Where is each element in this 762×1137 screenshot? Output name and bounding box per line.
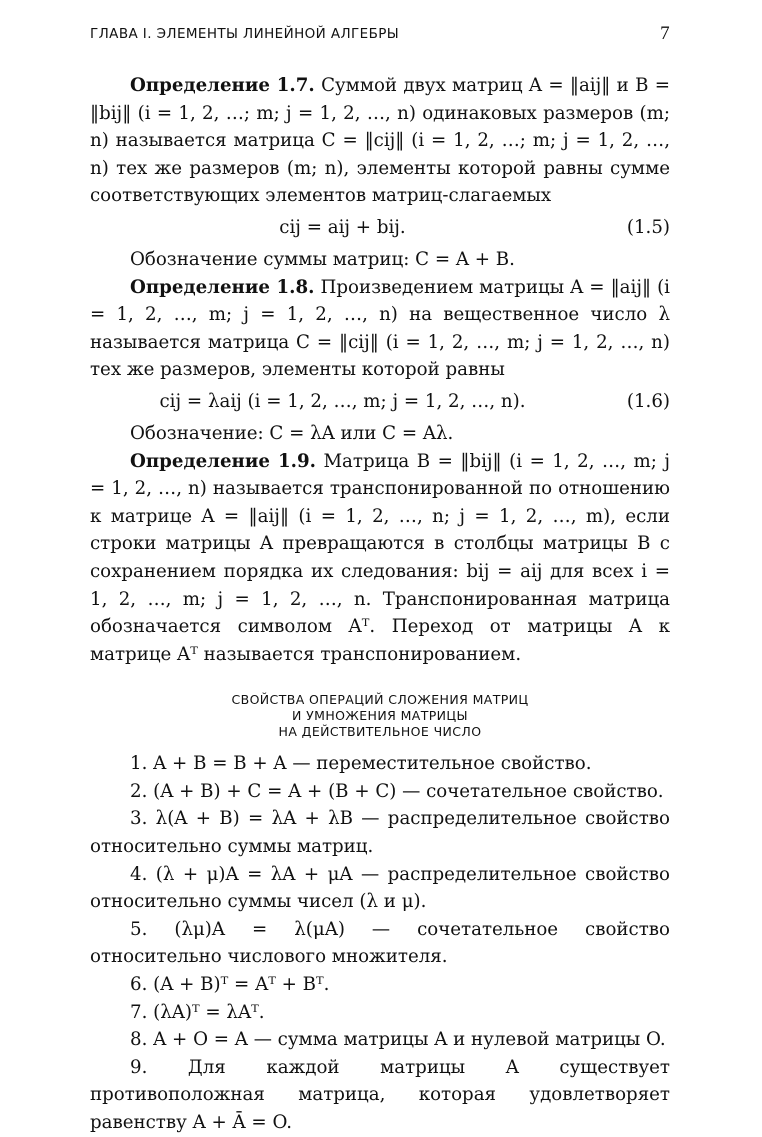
section-heading-line: И УМНОЖЕНИЯ МАТРИЦЫ	[292, 708, 468, 724]
section-heading-line: НА ДЕЙСТВИТЕЛЬНОЕ ЧИСЛО	[278, 724, 482, 740]
formula-expression: cij = λaij (i = 1, 2, …, m; j = 1, 2, …, n).	[159, 390, 526, 412]
property-item: 6. (A + B)ᵀ = Aᵀ + Bᵀ.	[130, 974, 330, 996]
section-heading	[90, 692, 670, 740]
definition-label: Определение 1.9.	[130, 450, 316, 472]
running-header	[90, 23, 670, 50]
property-item: 1. A + B = B + A — переместительное свойство.	[130, 753, 592, 775]
page-body	[90, 72, 670, 1137]
property-item: 2. (A + B) + C = A + (B + C) — сочетательное свойство.	[130, 780, 664, 802]
definition-label: Определение 1.8.	[130, 276, 315, 298]
page-number: 7	[660, 23, 670, 44]
sum-notation: Обозначение суммы матриц: C = A + B.	[130, 248, 515, 270]
property-item: 7. (λA)ᵀ = λAᵀ.	[130, 1001, 265, 1023]
definition-text: Произведением матрицы A = ‖aij‖ (i = 1, 2, …, m; j = 1, 2, …, n) на вещественное число λ называется матрица C = ‖cij‖ (i = 1, 2, …, m; j = 1, 2, …, n) тех же размеров, элементы которой равны	[90, 276, 670, 381]
formula-1-5	[90, 210, 670, 246]
property-item: 4. (λ + μ)A = λA + μA — распределительное свойство относительно суммы чисел (λ и μ).	[90, 863, 670, 913]
definition-text: Суммой двух матриц A = ‖aij‖ и B = ‖bij‖ (i = 1, 2, …; m; j = 1, 2, …, n) одинаковых размеров (m; n) называется матрица C = ‖cij‖ (i = 1, 2, …; m; j = 1, 2, …, n) тех же размеров (m; n), элементы которой равны сумме соответствующих элементов матриц-слагаемых	[90, 75, 670, 207]
running-title: ГЛАВА I. ЭЛЕМЕНТЫ ЛИНЕЙНОЙ АЛГЕБРЫ	[90, 26, 400, 42]
formula-expression: cij = aij + bij.	[279, 216, 406, 238]
formula-1-6	[90, 384, 670, 420]
definition-1-8	[90, 274, 670, 384]
product-notation: Обозначение: C = λA или C = Aλ.	[130, 422, 454, 444]
definition-label: Определение 1.7.	[130, 75, 315, 96]
section-heading-line: СВОЙСТВА ОПЕРАЦИЙ СЛОЖЕНИЯ МАТРИЦ	[231, 692, 529, 708]
definition-text: Матрица B = ‖bij‖ (i = 1, 2, …, m; j = 1, 2, …, n) называется транспонированной по отношению к матрице A = ‖aij‖ (i = 1, 2, …, n; j = 1, 2, …, m), если строки матрицы A превращаются в столбцы матрицы B с сохранением порядка их следования: bij = aij для всех i = 1, 2, …, m; j = 1, 2, …, n. Транспонированная матрица обозначается символом Aᵀ. Переход от матрицы A к матрице Aᵀ называется транспонированием.	[90, 450, 670, 665]
property-item: 5. (λμ)A = λ(μA) — сочетательное свойство относительно числового множителя.	[90, 918, 670, 968]
formula-number: (1.6)	[626, 390, 670, 412]
property-item: 8. A + O = A — сумма матрицы A и нулевой матрицы O.	[130, 1029, 666, 1051]
property-item: 3. λ(A + B) = λA + λB — распределительное свойство относительно суммы матриц.	[90, 808, 670, 858]
property-item: 9. Для каждой матрицы A существует противоположная матрица, которая удовлетворяет равенству A + Ā = O.	[90, 1056, 670, 1133]
definition-1-7	[90, 72, 670, 210]
formula-number: (1.5)	[626, 216, 670, 238]
definition-1-9	[90, 448, 670, 669]
